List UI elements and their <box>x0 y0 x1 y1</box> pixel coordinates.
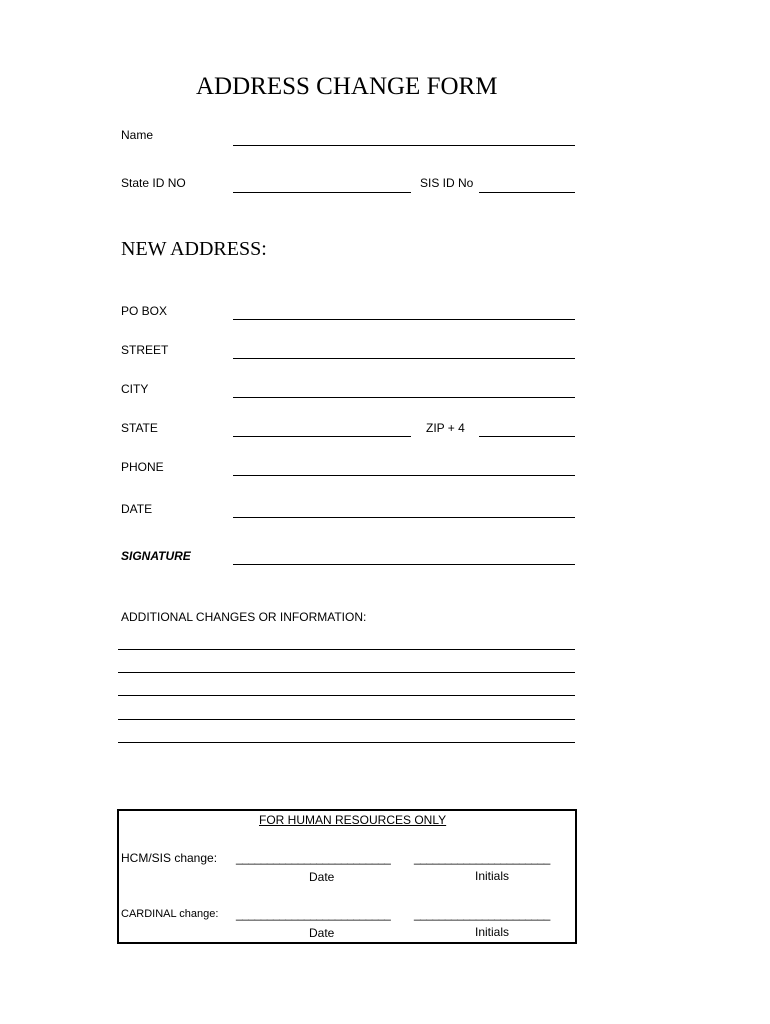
cardinal-initials-label: Initials <box>475 925 510 939</box>
cardinal-date-line[interactable]: _________________________ <box>236 907 391 921</box>
additional-line-3[interactable] <box>118 695 575 696</box>
date-field[interactable] <box>233 517 575 518</box>
additional-line-1[interactable] <box>118 649 575 650</box>
sis-id-field[interactable] <box>479 192 575 193</box>
phone-label: PHONE <box>121 460 164 474</box>
sis-id-label: SIS ID No <box>420 176 474 190</box>
street-label: STREET <box>121 343 169 357</box>
cardinal-change-label: CARDINAL change: <box>121 908 219 920</box>
city-label: CITY <box>121 382 149 396</box>
hr-only-heading: FOR HUMAN RESOURCES ONLY <box>259 813 447 827</box>
zip-field[interactable] <box>479 436 575 437</box>
po-box-label: PO BOX <box>121 304 168 318</box>
date-label: DATE <box>121 502 153 516</box>
page-title: ADDRESS CHANGE FORM <box>196 73 498 100</box>
name-label: Name <box>121 128 154 142</box>
signature-field[interactable] <box>233 564 575 565</box>
cardinal-initials-line[interactable]: ______________________ <box>414 907 550 921</box>
street-field[interactable] <box>233 358 575 359</box>
state-id-label: State ID NO <box>121 176 186 190</box>
new-address-heading: NEW ADDRESS: <box>121 238 267 260</box>
city-field[interactable] <box>233 397 575 398</box>
hcm-initials-label: Initials <box>475 869 510 883</box>
po-box-field[interactable] <box>233 319 575 320</box>
name-field[interactable] <box>233 145 575 146</box>
additional-changes-label: ADDITIONAL CHANGES OR INFORMATION: <box>121 610 367 624</box>
state-label: STATE <box>121 421 158 435</box>
state-id-field[interactable] <box>233 192 411 193</box>
hcm-initials-line[interactable]: ______________________ <box>414 851 550 865</box>
signature-label: SIGNATURE <box>121 549 191 563</box>
additional-line-5[interactable] <box>118 742 575 743</box>
additional-line-2[interactable] <box>118 672 575 673</box>
hcm-date-line[interactable]: _________________________ <box>236 851 391 865</box>
state-field[interactable] <box>233 436 411 437</box>
cardinal-date-label: Date <box>309 926 335 940</box>
zip-label: ZIP + 4 <box>426 421 465 435</box>
hcm-date-label: Date <box>309 870 335 884</box>
additional-line-4[interactable] <box>118 719 575 720</box>
phone-field[interactable] <box>233 475 575 476</box>
hcm-sis-change-label: HCM/SIS change: <box>121 851 218 865</box>
